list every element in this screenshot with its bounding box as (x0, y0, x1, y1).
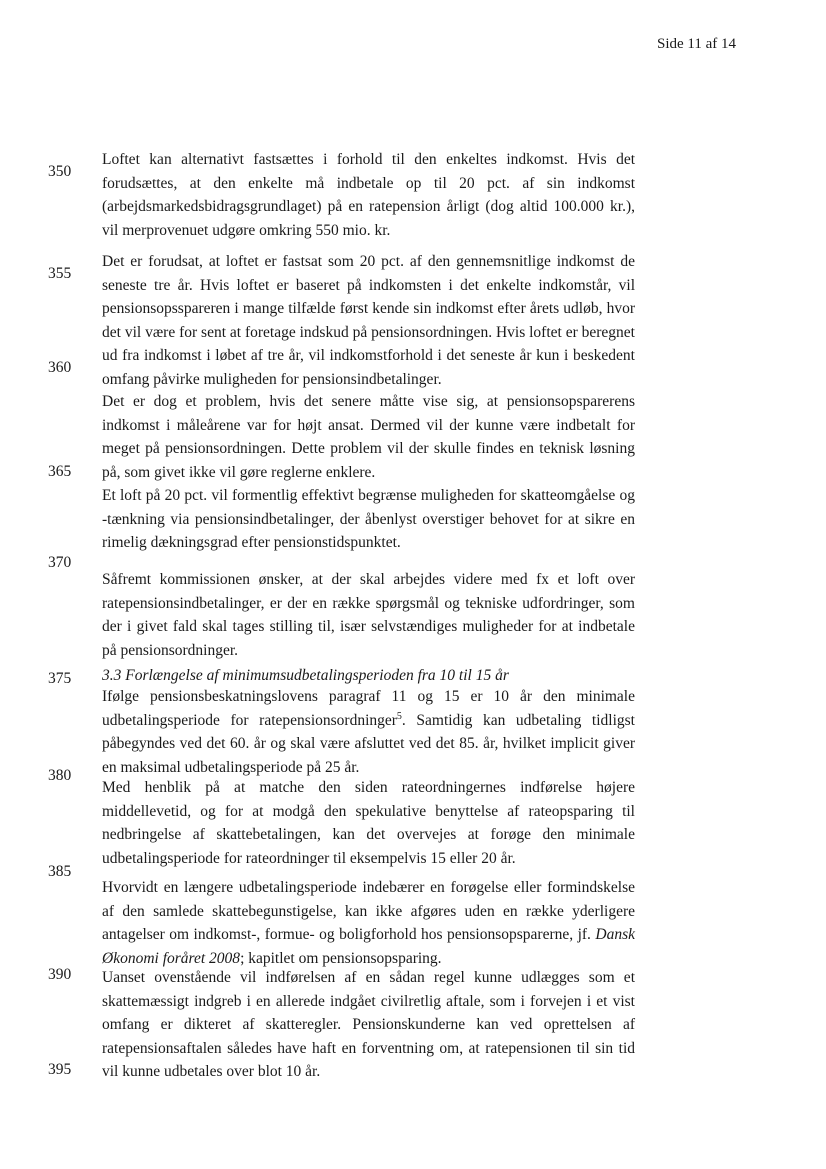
publication-title: Dansk Økonomi foråret 2008 (102, 926, 635, 967)
section-heading: 3.3 Forlængelse af minimumsudbetalingsperioden fra 10 til 15 år (102, 667, 509, 684)
line-number: 375 (48, 670, 72, 687)
paragraph: Med henblik på at matche den siden rateordningernes indførelse højere middellevetid, og for at modgå den spekulative benyttelse af rateopsparing til nedbringelse af skattebetalingen, kan det overvejes at forøge den minimale udbetalingsperiode for rateordninger til eksempelvis 15 eller 20 år. (102, 779, 635, 867)
line-number: 365 (48, 463, 72, 480)
paragraph: Et loft på 20 pct. vil formentlig effektivt begrænse muligheden for skatteomgåelse og -tænkning via pensionsindbetalinger, der åbenlyst overstiger behovet for at sikre en rimelig dækningsgrad efter pensionstidspunktet. (102, 487, 635, 551)
line-number: 355 (48, 265, 72, 282)
line-number: 360 (48, 359, 72, 376)
paragraph-text: . Samtidig kan udbetaling tidligst påbegyndes ved det 60. år og skal være afsluttet ved det 85. år, hvilket implicit giver en maksimal udbetalingsperiode på 25 år. (102, 711, 635, 776)
line-number: 395 (48, 1061, 72, 1078)
line-number: 385 (48, 863, 72, 880)
paragraph: Det er forudsat, at loftet er fastsat som 20 pct. af den gennemsnitlige indkomst de seneste tre år. Hvis loftet er baseret på indkomsten i det enkelte indkomstår, vil pensionsopsspareren i mange tilfælde først kende sin indkomst efter årets udløb, hvor det vil være for sent at foretage indskud på pensionsordningen. Hvis loftet er beregnet ud fra indkomst i løbet af tre år, vil indkomstforhold i det seneste år kun i beskedent omfang påvirke muligheden for pensionsindbetalinger. (102, 253, 635, 388)
line-number: 370 (48, 554, 72, 571)
paragraph (102, 876, 635, 970)
line-number: 380 (48, 767, 72, 784)
footnote-ref: 5 (396, 710, 402, 722)
page-number: Side 11 af 14 (656, 36, 736, 52)
paragraph-text: Ifølge pensionsbeskatningslovens paragraf 11 og 15 er 10 år den minimale udbetalingsperiode for ratepensionsordninger (102, 688, 635, 729)
line-number: 350 (48, 163, 72, 180)
paragraph-text: ; kapitlet om pensionsopsparing. (240, 949, 442, 967)
line-number: 390 (48, 966, 72, 983)
paragraph: Det er dog et problem, hvis det senere måtte vise sig, at pensionsopsparerens indkomst i måleårene var for højt ansat. Dermed vil der kunne være indbetalt for meget på pensionsordningen. Dette problem vil der skulle findes en teknisk løsning på, som givet ikke vil gøre reglerne enklere. (102, 393, 635, 481)
paragraph-text: Hvorvidt en længere udbetalingsperiode indebærer en forøgelse eller formindskelse af den samlede skattebegunstigelse, kan ikke afgøres uden en række yderligere antagelser om indkomst-, formue- og boligforhold hos pensionsopsparerne, jf. (102, 879, 635, 943)
paragraph: Loftet kan alternativt fastsættes i forhold til den enkeltes indkomst. Hvis det forudsættes, at den enkelte må indbetale op til 20 pct. af sin indkomst (arbejdsmarkedsbidragsgrundlaget) på en ratepension årligt (dog altid 100.000 kr.), vil merprovenuet udgøre omkring 550 mio. kr. (102, 151, 635, 239)
paragraph: Uanset ovenstående vil indførelsen af en sådan regel kunne udlægges som et skattemæssigt indgreb i en allerede indgået civilretlig aftale, som i forvejen i et vist omfang er dikteret af skatteregler. Pensionskunderne kan ved oprettelsen af ratepensionsaftalen således have haft en forventning om, at ratepensionen til sin tid vil kunne udbetales over blot 10 år. (102, 969, 635, 1080)
paragraph (102, 685, 635, 779)
paragraph: Såfremt kommissionen ønsker, at der skal arbejdes videre med fx et loft over ratepensionsindbetalinger, er der en række spørgsmål og tekniske udfordringer, som der i givet fald skal tages stilling til, især selvstændiges muligheder for at indbetale på pensionsordninger. (102, 571, 635, 659)
